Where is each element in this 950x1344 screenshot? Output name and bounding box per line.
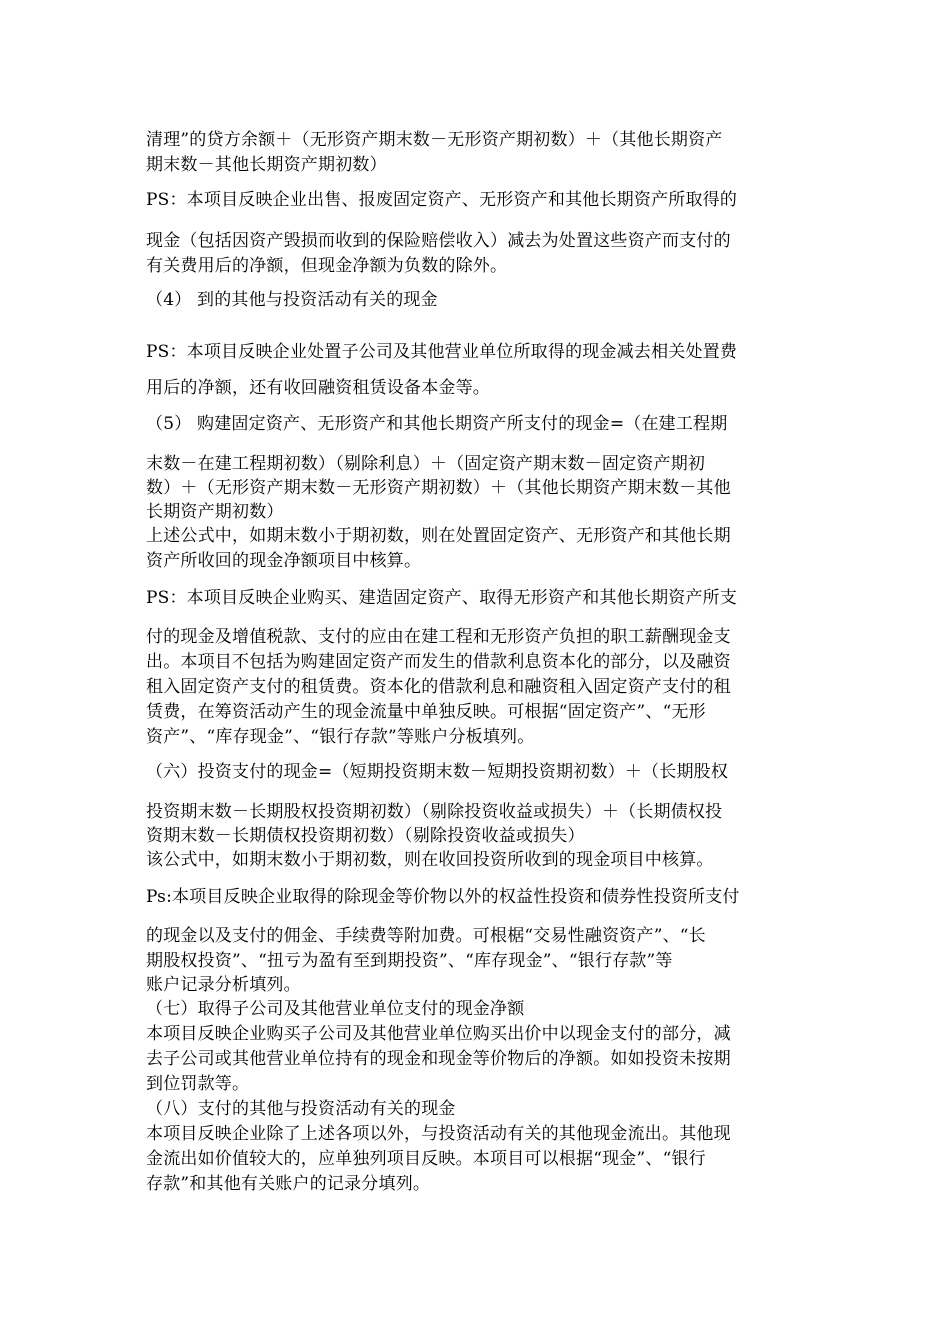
section-heading: （七）取得子公司及其他营业单位支付的现金净额	[146, 999, 525, 1019]
text-line: 现金（包括因资产毁损而收到的保险赔偿收入）减去为处置这些资产而支付的	[146, 231, 731, 251]
text-line: 数）＋（无形资产期末数－无形资产期初数）＋（其他长期资产期末数－其他	[146, 478, 731, 498]
text-line: 期股权投资”、“扭亏为盈有至到期投资”、“库存现金”、“银行存款”等	[146, 951, 673, 971]
text-line: 该公式中，如期末数小于期初数，则在收回投资所收到的现金项目中核算。	[146, 850, 714, 870]
text-line: 金流出如价值较大的，应单独列项目反映。本项目可以根据“现金”、“银行	[146, 1149, 706, 1169]
text-line: 资期末数－长期债权投资期初数）（剔除投资收益或损失）	[146, 826, 585, 846]
text-line: 有关费用后的净额，但现金净额为负数的除外。	[146, 256, 508, 276]
text-line: 本项目反映企业除了上述各项以外，与投资活动有关的其他现金流出。其他现	[146, 1124, 731, 1144]
text-line: PS：本项目反映企业出售、报废固定资产、无形资产和其他长期资产所取得的	[146, 190, 738, 210]
text-line: 上述公式中，如期末数小于期初数，则在处置固定资产、无形资产和其他长期	[146, 526, 731, 546]
text-line: 出。本项目不包括为购建固定资产而发生的借款利息资本化的部分，以及融资	[146, 652, 731, 672]
text-line: 账户记录分析填列。	[146, 975, 301, 995]
text-line: 租入固定资产支付的租赁费。资本化的借款利息和融资租入固定资产支付的租	[146, 677, 731, 697]
text-line: 付的现金及增值税款、支付的应由在建工程和无形资产负担的职工薪酬现金支	[146, 627, 731, 647]
section-heading: （4） 到的其他与投资活动有关的现金	[146, 290, 438, 310]
text-line: Ps:本项目反映企业取得的除现金等价物以外的权益性投资和债券性投资所支付	[146, 887, 740, 907]
text-line: 资产”、“库存现金”、“银行存款”等账户分板填列。	[146, 727, 535, 747]
text-line: PS：本项目反映企业购买、建造固定资产、取得无形资产和其他长期资产所支	[146, 588, 738, 608]
text-line: 赁费，在筹资活动产生的现金流量中单独反映。可根据“固定资产”、“无形	[146, 702, 706, 722]
text-line: PS：本项目反映企业处置子公司及其他营业单位所取得的现金减去相关处置费	[146, 342, 738, 362]
section-heading: （六）投资支付的现金=（短期投资期末数－短期投资期初数）＋（长期股权	[146, 762, 729, 782]
text-line: 到位罚款等。	[146, 1074, 250, 1094]
text-line: 存款”和其他有关账户的记录分填列。	[146, 1174, 431, 1194]
section-heading: （八）支付的其他与投资活动有关的现金	[146, 1099, 456, 1119]
text-line: 末数－在建工程期初数）（剔除利息）＋（固定资产期末数－固定资产期初	[146, 454, 706, 474]
text-line: 用后的净额，还有收回融资租赁设备本金等。	[146, 378, 490, 398]
text-line: 本项目反映企业购买子公司及其他营业单位购买出价中以现金支付的部分，减	[146, 1024, 731, 1044]
text-line: 的现金以及支付的佣金、手续费等附加费。可根椐“交易性融资资产”、“长	[146, 926, 706, 946]
section-heading: （5） 购建固定资产、无形资产和其他长期资产所支付的现金=（在建工程期	[146, 414, 728, 434]
text-line: 长期资产期初数）	[146, 502, 284, 522]
text-line: 清理”的贷方余额＋（无形资产期末数－无形资产期初数）＋（其他长期资产	[146, 130, 723, 150]
text-line: 期末数－其他长期资产期初数）	[146, 155, 387, 175]
text-line: 投资期末数－长期股权投资期初数）（剔除投资收益或损失）＋（长期债权投	[146, 802, 723, 822]
text-line: 资产所收回的现金净额项目中核算。	[146, 551, 422, 571]
text-line: 去子公司或其他营业单位持有的现金和现金等价物后的净额。如如投资未按期	[146, 1049, 731, 1069]
